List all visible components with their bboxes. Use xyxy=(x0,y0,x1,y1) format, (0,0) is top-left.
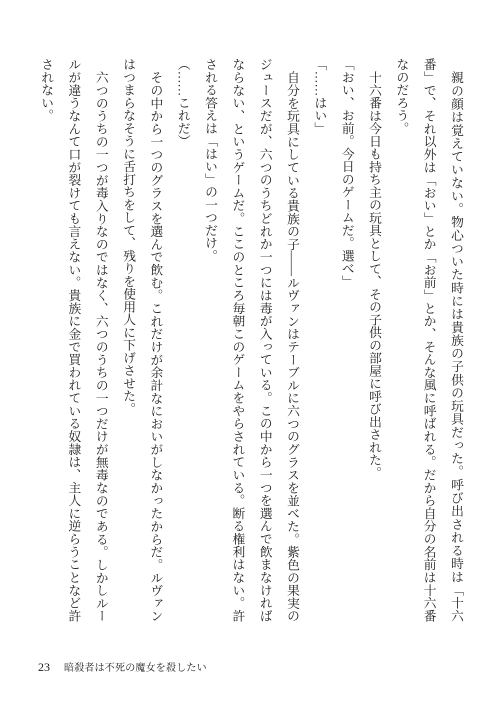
body-text xyxy=(31,58,469,622)
text-line: されない。 xyxy=(39,58,54,122)
text-line: 「……はい」 xyxy=(312,58,327,135)
paragraph xyxy=(196,58,305,622)
text-line: はつまらなそうに舌打ちをして、残りを使用人に下げさせた。 xyxy=(121,58,136,415)
dialogue-paragraph xyxy=(332,58,359,622)
text-line: 「おい、お前。今日のゲームだ。選べ」 xyxy=(339,58,354,288)
thought-paragraph xyxy=(168,58,195,622)
text-line: ジュースだが、六つのうちどれか一つには毒が入っている。この中から一つを選んで飲まなければ xyxy=(257,58,272,622)
text-line: 番」で、それ以外は「おい」とか「お前」とか、そんな風に呼ばれる。だから自分の名前は十六番 xyxy=(421,58,436,622)
paragraph xyxy=(32,58,114,622)
text-line: 十六番は今日も持ち主の玩具として、その子供の部屋に呼び出された。 xyxy=(367,70,382,479)
paragraph xyxy=(387,58,469,622)
text-line: なのだろう。 xyxy=(394,58,409,135)
paragraph xyxy=(360,58,387,622)
text-line: 親の顔は覚えていない。物心ついた時には貴族の子供の玩具だった。呼び出される時は「十六 xyxy=(449,70,463,622)
text-line: 自分を玩具にしている貴族の子――ルヴァンはテーブルに六つのグラスを並べた。紫色の果実の xyxy=(285,70,300,622)
text-line: ならない、というゲームだ。ここのところ毎朝このゲームをやらされている。断る権利はない。許 xyxy=(230,58,245,622)
text-line: 六つのうちの一つが毒入りなのではなく、六つのうちの一つだけが無毒なのである。しかしルー xyxy=(93,70,108,622)
text-line: （……これだ） xyxy=(175,58,190,148)
dialogue-paragraph xyxy=(305,58,332,622)
paragraph xyxy=(114,58,169,622)
page-footer xyxy=(38,658,207,674)
text-line: その中から一つのグラスを選んで飲む。これだけが余計なにおいがしなかったからだ。ルヴァン xyxy=(148,70,163,622)
text-line: ルが違うなんて口が裂けても言えない。貴族に金で買われている奴隷は、主人に逆らうことなど許 xyxy=(66,58,81,622)
running-title: 暗殺者は不死の魔女を殺したい xyxy=(64,663,207,674)
text-line: される答えは「はい」の一つだけ。 xyxy=(203,58,218,262)
page-number: 23 xyxy=(38,660,50,674)
